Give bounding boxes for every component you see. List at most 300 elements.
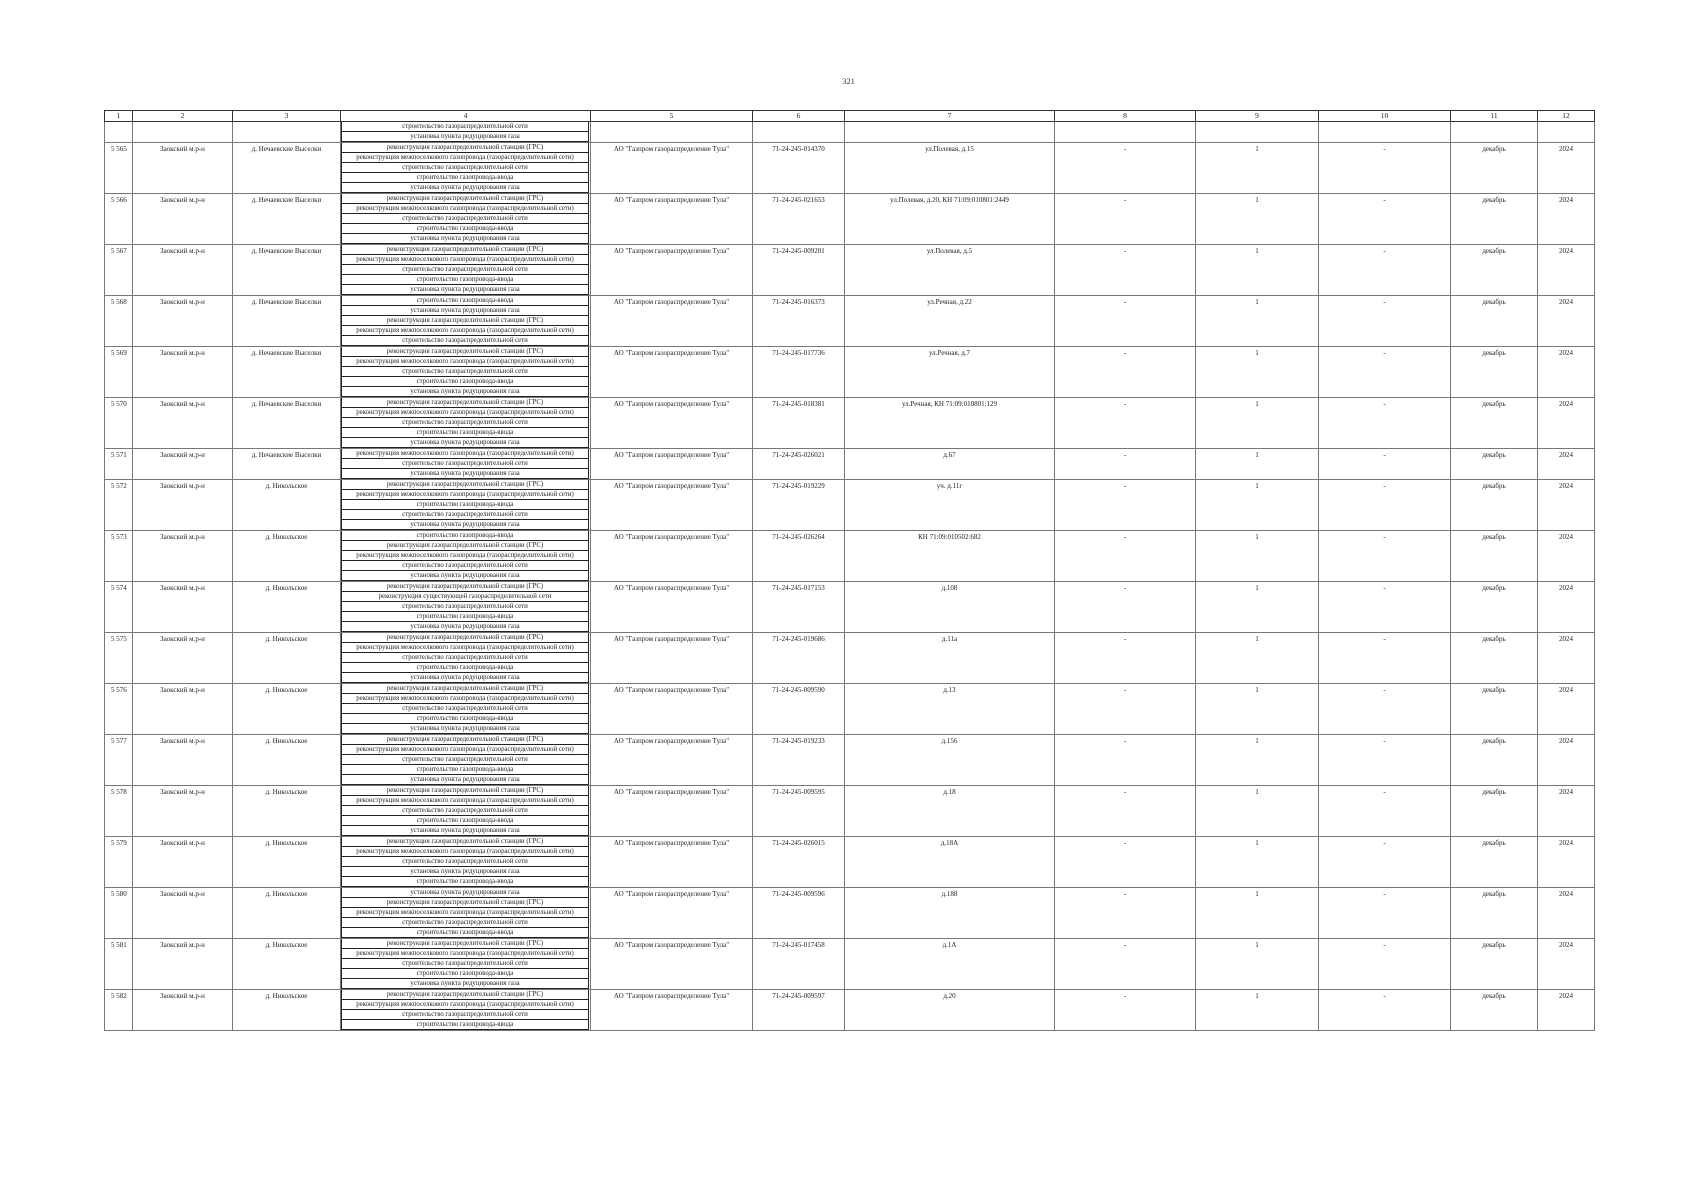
year-cell: 2024 [1538, 837, 1595, 888]
work-item: строительство газопровода-ввода [341, 531, 589, 541]
month-cell: декабрь [1451, 245, 1538, 296]
work-item: установка пункта редуцирования газа [341, 724, 589, 734]
application-id-cell: 71-24-245-009590 [753, 684, 845, 735]
application-id-cell: 71-24-245-018381 [753, 398, 845, 449]
row-number-cell: 5 569 [105, 347, 133, 398]
row-number-cell: 5 580 [105, 888, 133, 939]
work-item: строительство газораспределительной сети [341, 418, 589, 428]
month-cell: декабрь [1451, 347, 1538, 398]
work-item: реконструкция газораспределительной станции (ГРС) [341, 939, 589, 949]
work-item: установка пункта редуцирования газа [341, 469, 589, 479]
month-cell: декабрь [1451, 582, 1538, 633]
work-item: строительство газопровода-ввода [341, 765, 589, 775]
column-10-cell: - [1319, 245, 1451, 296]
column-8-cell: - [1055, 398, 1196, 449]
table-row [105, 143, 1595, 194]
year-cell: 2024 [1538, 398, 1595, 449]
empty-cell [753, 122, 845, 143]
address-cell: д.20 [845, 990, 1055, 1031]
table-row [105, 194, 1595, 245]
column-10-cell: - [1319, 633, 1451, 684]
column-8-cell: - [1055, 480, 1196, 531]
works-cell [341, 296, 591, 347]
work-item: установка пункта редуцирования газа [341, 775, 589, 785]
work-item: строительство газораспределительной сети [341, 336, 589, 346]
empty-cell [845, 122, 1055, 143]
work-item: установка пункта редуцирования газа [341, 285, 589, 295]
locality-cell: д. Никольское [233, 684, 341, 735]
work-item: установка пункта редуцирования газа [341, 571, 589, 581]
district-cell: Заокский м.р-н [133, 480, 233, 531]
work-item: реконструкция газораспределительной станции (ГРС) [341, 837, 589, 847]
month-cell: декабрь [1451, 735, 1538, 786]
year-cell: 2024 [1538, 143, 1595, 194]
district-cell: Заокский м.р-н [133, 837, 233, 888]
empty-cell [1055, 122, 1196, 143]
address-cell: ул.Речная, д.7 [845, 347, 1055, 398]
row-number-cell: 5 565 [105, 143, 133, 194]
work-item: установка пункта редуцирования газа [341, 438, 589, 448]
district-cell: Заокский м.р-н [133, 143, 233, 194]
work-item: строительство газопровода-ввода [341, 1020, 589, 1030]
table-row [105, 398, 1595, 449]
column-8-cell: - [1055, 194, 1196, 245]
column-9-cell: 1 [1196, 347, 1319, 398]
work-item: реконструкция газораспределительной станции (ГРС) [341, 245, 589, 255]
table-row [105, 888, 1595, 939]
year-cell: 2024 [1538, 480, 1595, 531]
work-item: строительство газораспределительной сети [341, 561, 589, 571]
works-cell [341, 939, 591, 990]
column-10-cell: - [1319, 684, 1451, 735]
address-cell: д.18 [845, 786, 1055, 837]
table-row [105, 582, 1595, 633]
work-item: реконструкция межпоселкового газопровода (газораспределительной сети) [341, 796, 589, 806]
operator-cell: АО "Газпром газораспределение Тула" [591, 735, 753, 786]
work-item: реконструкция газораспределительной станции (ГРС) [341, 541, 589, 551]
address-cell: уч. д.11г [845, 480, 1055, 531]
application-id-cell: 71-24-245-019229 [753, 480, 845, 531]
locality-cell: д. Никольское [233, 531, 341, 582]
application-id-cell: 71-24-245-019233 [753, 735, 845, 786]
year-cell: 2024 [1538, 245, 1595, 296]
operator-cell: АО "Газпром газораспределение Тула" [591, 347, 753, 398]
work-item: реконструкция межпоселкового газопровода (газораспределительной сети) [341, 643, 589, 653]
table-row [105, 531, 1595, 582]
locality-cell: д. Никольское [233, 786, 341, 837]
work-item: установка пункта редуцирования газа [341, 622, 589, 632]
month-cell: декабрь [1451, 786, 1538, 837]
work-item: установка пункта редуцирования газа [341, 520, 589, 530]
district-cell: Заокский м.р-н [133, 990, 233, 1031]
column-8-cell: - [1055, 347, 1196, 398]
work-item: строительство газопровода-ввода [341, 428, 589, 438]
address-cell: КН 71:09:010502:682 [845, 531, 1055, 582]
works-cell [341, 480, 591, 531]
year-cell: 2024 [1538, 633, 1595, 684]
works-cell [341, 531, 591, 582]
work-item: строительство газораспределительной сети [341, 806, 589, 816]
row-number-cell: 5 579 [105, 837, 133, 888]
locality-cell: д. Нечаевские Выселки [233, 449, 341, 480]
empty-cell [1319, 122, 1451, 143]
work-item: строительство газораспределительной сети [341, 1010, 589, 1020]
month-cell: декабрь [1451, 143, 1538, 194]
work-item: реконструкция межпоселкового газопровода (газораспределительной сети) [341, 449, 589, 459]
work-item: установка пункта редуцирования газа [341, 867, 589, 877]
column-8-cell: - [1055, 582, 1196, 633]
application-id-cell: 71-24-245-017153 [753, 582, 845, 633]
year-cell: 2024 [1538, 888, 1595, 939]
address-cell: ул.Полевая, д.20, КН 71:09:010801:2449 [845, 194, 1055, 245]
column-8-cell: - [1055, 684, 1196, 735]
column-9-cell: 1 [1196, 939, 1319, 990]
column-8-cell: - [1055, 837, 1196, 888]
work-item: установка пункта редуцирования газа [341, 826, 589, 836]
operator-cell: АО "Газпром газораспределение Тула" [591, 245, 753, 296]
table-row [105, 786, 1595, 837]
row-number-cell: 5 578 [105, 786, 133, 837]
works-cell [341, 347, 591, 398]
month-cell: декабрь [1451, 939, 1538, 990]
column-number-row [105, 111, 1595, 122]
month-cell: декабрь [1451, 888, 1538, 939]
column-9-cell: 1 [1196, 245, 1319, 296]
column-10-cell: - [1319, 347, 1451, 398]
month-cell: декабрь [1451, 684, 1538, 735]
work-item: строительство газопровода-ввода [341, 275, 589, 285]
work-item: строительство газораспределительной сети [341, 704, 589, 714]
table-row [105, 296, 1595, 347]
works-cell [341, 633, 591, 684]
row-number-cell: 5 577 [105, 735, 133, 786]
locality-cell: д. Никольское [233, 735, 341, 786]
application-id-cell: 71-24-245-021653 [753, 194, 845, 245]
work-item: реконструкция межпоселкового газопровода (газораспределительной сети) [341, 847, 589, 857]
operator-cell: АО "Газпром газораспределение Тула" [591, 837, 753, 888]
table-row [105, 837, 1595, 888]
district-cell: Заокский м.р-н [133, 735, 233, 786]
table-row [105, 939, 1595, 990]
table-body [105, 122, 1595, 1031]
column-header-1: 1 [105, 111, 133, 122]
operator-cell: АО "Газпром газораспределение Тула" [591, 786, 753, 837]
column-8-cell: - [1055, 449, 1196, 480]
year-cell: 2024 [1538, 786, 1595, 837]
district-cell: Заокский м.р-н [133, 296, 233, 347]
application-id-cell: 71-24-245-017458 [753, 939, 845, 990]
column-9-cell: 1 [1196, 582, 1319, 633]
column-header-12: 12 [1538, 111, 1595, 122]
column-header-5: 5 [591, 111, 753, 122]
work-item: реконструкция межпоселкового газопровода (газораспределительной сети) [341, 949, 589, 959]
address-cell: д.13 [845, 684, 1055, 735]
row-number-cell: 5 572 [105, 480, 133, 531]
column-9-cell: 1 [1196, 296, 1319, 347]
year-cell: 2024 [1538, 939, 1595, 990]
locality-cell: д. Нечаевские Выселки [233, 398, 341, 449]
works-cell [341, 143, 591, 194]
column-9-cell: 1 [1196, 480, 1319, 531]
address-cell: ул.Речная, д.22 [845, 296, 1055, 347]
column-10-cell: - [1319, 582, 1451, 633]
work-item: строительство газораспределительной сети [341, 755, 589, 765]
address-cell: д.67 [845, 449, 1055, 480]
work-item: строительство газопровода-ввода [341, 173, 589, 183]
district-cell: Заокский м.р-н [133, 633, 233, 684]
work-item: строительство газопровода-ввода [341, 816, 589, 826]
column-9-cell: 1 [1196, 194, 1319, 245]
column-8-cell: - [1055, 735, 1196, 786]
locality-cell: д. Никольское [233, 990, 341, 1031]
district-cell: Заокский м.р-н [133, 888, 233, 939]
column-header-2: 2 [133, 111, 233, 122]
locality-cell: д. Нечаевские Выселки [233, 296, 341, 347]
work-item: установка пункта редуцирования газа [341, 888, 589, 898]
address-cell: д.1А [845, 939, 1055, 990]
district-cell: Заокский м.р-н [133, 582, 233, 633]
operator-cell: АО "Газпром газораспределение Тула" [591, 684, 753, 735]
address-cell: д.156 [845, 735, 1055, 786]
column-10-cell: - [1319, 990, 1451, 1031]
page-number: 321 [842, 76, 855, 86]
application-id-cell: 71-24-245-009596 [753, 888, 845, 939]
work-item: строительство газораспределительной сети [341, 602, 589, 612]
works-cell [341, 888, 591, 939]
row-number-cell: 5 570 [105, 398, 133, 449]
work-item: строительство газопровода-ввода [341, 877, 589, 887]
empty-cell [1196, 122, 1319, 143]
column-9-cell: 1 [1196, 449, 1319, 480]
empty-cell [1538, 122, 1595, 143]
column-10-cell: - [1319, 888, 1451, 939]
work-item: реконструкция межпоселкового газопровода (газораспределительной сети) [341, 408, 589, 418]
work-item: реконструкция межпоселкового газопровода (газораспределительной сети) [341, 326, 589, 336]
year-cell: 2024 [1538, 347, 1595, 398]
work-item: реконструкция газораспределительной станции (ГРС) [341, 347, 589, 357]
month-cell: декабрь [1451, 633, 1538, 684]
work-item: строительство газопровода-ввода [341, 377, 589, 387]
work-item: реконструкция газораспределительной станции (ГРС) [341, 898, 589, 908]
work-item: реконструкция газораспределительной станции (ГРС) [341, 398, 589, 408]
work-item: строительство газопровода-ввода [341, 969, 589, 979]
locality-cell: д. Никольское [233, 582, 341, 633]
work-item: строительство газораспределительной сети [341, 163, 589, 173]
district-cell: Заокский м.р-н [133, 786, 233, 837]
locality-cell: д. Никольское [233, 837, 341, 888]
column-8-cell: - [1055, 633, 1196, 684]
work-item: реконструкция газораспределительной станции (ГРС) [341, 735, 589, 745]
operator-cell: АО "Газпром газораспределение Тула" [591, 296, 753, 347]
work-item: установка пункта редуцирования газа [341, 183, 589, 193]
works-cell [341, 194, 591, 245]
work-item: реконструкция межпоселкового газопровода (газораспределительной сети) [341, 1000, 589, 1010]
work-item: реконструкция газораспределительной станции (ГРС) [341, 143, 589, 153]
column-8-cell: - [1055, 531, 1196, 582]
table-row [105, 684, 1595, 735]
work-item: строительство газораспределительной сети [341, 214, 589, 224]
row-number-cell: 5 576 [105, 684, 133, 735]
column-8-cell: - [1055, 786, 1196, 837]
table-row [105, 449, 1595, 480]
address-cell: д.108 [845, 582, 1055, 633]
row-number-cell: 5 566 [105, 194, 133, 245]
work-item: строительство газораспределительной сети [341, 367, 589, 377]
operator-cell: АО "Газпром газораспределение Тула" [591, 480, 753, 531]
column-9-cell: 1 [1196, 888, 1319, 939]
works-cell [341, 735, 591, 786]
locality-cell: д. Никольское [233, 888, 341, 939]
work-item: реконструкция межпоселкового газопровода (газораспределительной сети) [341, 551, 589, 561]
district-cell: Заокский м.р-н [133, 449, 233, 480]
column-10-cell: - [1319, 398, 1451, 449]
column-8-cell: - [1055, 939, 1196, 990]
operator-cell: АО "Газпром газораспределение Тула" [591, 449, 753, 480]
operator-cell: АО "Газпром газораспределение Тула" [591, 194, 753, 245]
work-item: реконструкция межпоселкового газопровода (газораспределительной сети) [341, 153, 589, 163]
year-cell: 2024 [1538, 582, 1595, 633]
work-item: установка пункта редуцирования газа [341, 387, 589, 397]
row-number-cell: 5 574 [105, 582, 133, 633]
column-header-7: 7 [845, 111, 1055, 122]
continuation-row [105, 122, 1595, 143]
work-item: реконструкция межпоселкового газопровода (газораспределительной сети) [341, 908, 589, 918]
column-9-cell: 1 [1196, 735, 1319, 786]
row-number-cell: 5 568 [105, 296, 133, 347]
application-id-cell: 71-24-245-019686 [753, 633, 845, 684]
empty-cell [1451, 122, 1538, 143]
year-cell: 2024 [1538, 531, 1595, 582]
table-row [105, 633, 1595, 684]
locality-cell: д. Никольское [233, 480, 341, 531]
district-cell: Заокский м.р-н [133, 398, 233, 449]
column-9-cell: 1 [1196, 143, 1319, 194]
work-item: реконструкция межпоселкового газопровода (газораспределительной сети) [341, 357, 589, 367]
district-cell: Заокский м.р-н [133, 684, 233, 735]
table-row [105, 347, 1595, 398]
column-header-6: 6 [753, 111, 845, 122]
column-8-cell: - [1055, 990, 1196, 1031]
column-8-cell: - [1055, 245, 1196, 296]
operator-cell: АО "Газпром газораспределение Тула" [591, 582, 753, 633]
work-item: реконструкция межпоселкового газопровода (газораспределительной сети) [341, 204, 589, 214]
locality-cell: д. Нечаевские Выселки [233, 347, 341, 398]
work-item: установка пункта редуцирования газа [341, 306, 589, 316]
work-item: реконструкция газораспределительной станции (ГРС) [341, 684, 589, 694]
table-row [105, 735, 1595, 786]
work-item: установка пункта редуцирования газа [341, 673, 589, 683]
month-cell: декабрь [1451, 194, 1538, 245]
row-number-cell: 5 573 [105, 531, 133, 582]
operator-cell: АО "Газпром газораспределение Тула" [591, 939, 753, 990]
work-item: строительство газопровода-ввода [341, 663, 589, 673]
column-10-cell: - [1319, 735, 1451, 786]
work-item: строительство газораспределительной сети [341, 918, 589, 928]
work-item: реконструкция межпоселкового газопровода (газораспределительной сети) [341, 490, 589, 500]
table-header [105, 111, 1595, 122]
works-cell [341, 837, 591, 888]
column-10-cell: - [1319, 786, 1451, 837]
operator-cell: АО "Газпром газораспределение Тула" [591, 531, 753, 582]
works-cell [341, 582, 591, 633]
works-cell [341, 449, 591, 480]
work-item: строительство газораспределительной сети [341, 653, 589, 663]
work-item: реконструкция существующей газораспределительной сети [341, 592, 589, 602]
application-id-cell: 71-24-245-017736 [753, 347, 845, 398]
address-cell: д.11а [845, 633, 1055, 684]
column-9-cell: 1 [1196, 786, 1319, 837]
column-header-4: 4 [341, 111, 591, 122]
table-row [105, 990, 1595, 1031]
work-item: строительство газопровода-ввода [341, 928, 589, 938]
column-10-cell: - [1319, 837, 1451, 888]
column-8-cell: - [1055, 888, 1196, 939]
works-cell [341, 245, 591, 296]
month-cell: декабрь [1451, 531, 1538, 582]
work-item: реконструкция межпоселкового газопровода (газораспределительной сети) [341, 694, 589, 704]
locality-cell: д. Нечаевские Выселки [233, 245, 341, 296]
work-item: строительство газопровода-ввода [341, 296, 589, 306]
row-number-cell [105, 122, 133, 143]
column-header-11: 11 [1451, 111, 1538, 122]
column-9-cell: 1 [1196, 531, 1319, 582]
work-item: строительство газопровода-ввода [341, 224, 589, 234]
work-item: строительство газораспределительной сети [341, 510, 589, 520]
application-id-cell: 71-24-245-009201 [753, 245, 845, 296]
application-id-cell: 71-24-245-026021 [753, 449, 845, 480]
row-number-cell: 5 582 [105, 990, 133, 1031]
row-number-cell: 5 571 [105, 449, 133, 480]
work-item: строительство газораспределительной сети [341, 122, 589, 132]
column-9-cell: 1 [1196, 837, 1319, 888]
operator-cell: АО "Газпром газораспределение Тула" [591, 633, 753, 684]
work-item: реконструкция газораспределительной станции (ГРС) [341, 316, 589, 326]
column-header-8: 8 [1055, 111, 1196, 122]
operator-cell: АО "Газпром газораспределение Тула" [591, 888, 753, 939]
work-item: установка пункта редуцирования газа [341, 132, 589, 142]
month-cell: декабрь [1451, 837, 1538, 888]
district-cell: Заокский м.р-н [133, 939, 233, 990]
work-item: реконструкция газораспределительной станции (ГРС) [341, 480, 589, 490]
work-item: строительство газораспределительной сети [341, 265, 589, 275]
column-header-3: 3 [233, 111, 341, 122]
column-10-cell: - [1319, 480, 1451, 531]
district-cell: Заокский м.р-н [133, 347, 233, 398]
column-10-cell: - [1319, 939, 1451, 990]
month-cell: декабрь [1451, 296, 1538, 347]
address-cell: д.188 [845, 888, 1055, 939]
works-cell [341, 398, 591, 449]
district-cell [133, 122, 233, 143]
application-id-cell: 71-24-245-026264 [753, 531, 845, 582]
column-8-cell: - [1055, 143, 1196, 194]
address-cell: д.18А [845, 837, 1055, 888]
work-item: реконструкция межпоселкового газопровода (газораспределительной сети) [341, 255, 589, 265]
column-9-cell: 1 [1196, 684, 1319, 735]
work-item: реконструкция газораспределительной станции (ГРС) [341, 633, 589, 643]
work-item: реконструкция газораспределительной станции (ГРС) [341, 194, 589, 204]
operator-cell: АО "Газпром газораспределение Тула" [591, 990, 753, 1031]
application-id-cell: 71-24-245-026015 [753, 837, 845, 888]
works-cell [341, 122, 591, 143]
address-cell: ул.Речная, КН 71:09:010801:129 [845, 398, 1055, 449]
locality-cell [233, 122, 341, 143]
table-row [105, 245, 1595, 296]
year-cell: 2024 [1538, 735, 1595, 786]
application-id-cell: 71-24-245-009597 [753, 990, 845, 1031]
work-item: строительство газопровода-ввода [341, 714, 589, 724]
month-cell: декабрь [1451, 398, 1538, 449]
